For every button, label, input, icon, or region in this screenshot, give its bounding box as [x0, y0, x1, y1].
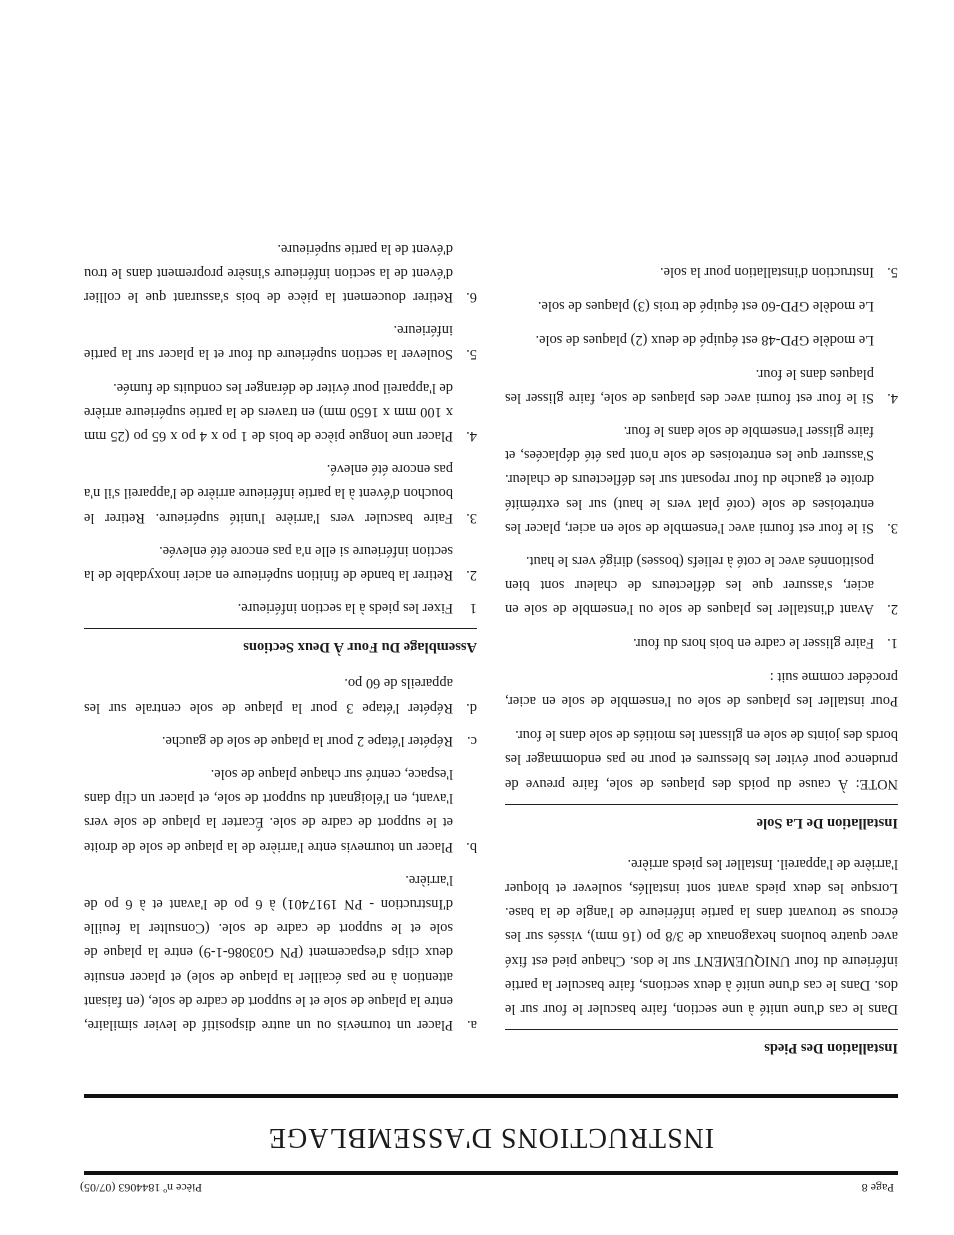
- list-item: [84, 539, 477, 587]
- list-item: [84, 762, 477, 859]
- step-text: Si le four est fourni avec des plaques de sole, faire glisser les plaques dans le four.: [505, 365, 874, 406]
- section-divider: [84, 628, 477, 629]
- page-number: Page 8: [861, 1181, 894, 1195]
- sub-step-text: Placer un tournevis entre l'arrière de la plaque de sole de droite et le support de cadre de sole. Écarter la plaque de sole vers l'avant, en l'éloignant du support de sole, et placer un clip dans l'espace, centré sur chaque plaque de sole.: [84, 765, 453, 855]
- sub-step-text: Répéter l'étape 2 pour la plaque de sole de gauche.: [161, 732, 453, 749]
- page-title: INSTRUCTIONS D'ASSEMBLAGE: [267, 1122, 715, 1153]
- list-item: [84, 375, 477, 448]
- step-number: 5.: [887, 263, 898, 280]
- step-text: Retirer la bande de finition supérieure en acier inoxydable de la section inférieure si elle n'a pas encore été enlevée.: [84, 542, 453, 583]
- list-item: [505, 361, 898, 409]
- step-number: 1: [469, 600, 477, 617]
- step-text: Faire basculer vers l'arrière l'unité supérieure. Retirer le bouchon d'évent à la partie inférieure arrière de l'appareil s'il n'a pas encore été enlevé.: [84, 461, 453, 526]
- pieds-paragraph: Dans le cas d'une unité à une section, faire basculer le four sur le dos. Dans le cas d'une unité à deux sections, faire basculer la partie inférieure du four UNIQUEMENT sur le dos. Chaque pied est fixé avec quatre boulons hexagonaux de 3/8 po (16 mm), vissés sur les écrous se trouvant dans la partie inférieure de l'angle de la base. Lorsque les deux pieds avant sont installés, soulever et bloquer l'arrière de l'appareil. Installer les pieds arrière.: [505, 855, 898, 1017]
- left-column: [505, 251, 898, 1059]
- part-number: Pièce nº 1844063 (07/05): [80, 1181, 203, 1195]
- list-item: [84, 236, 477, 309]
- list-item: [505, 419, 898, 540]
- list-item: [505, 260, 898, 284]
- step-text: Instruction d'installation pour la sole.: [659, 263, 874, 280]
- step-number: 2.: [887, 601, 898, 618]
- section-title-deux-sections: Assemblage Du Four À Deux Sections: [243, 639, 477, 656]
- list-item: [505, 630, 898, 654]
- section-divider: [505, 1029, 898, 1030]
- model-48-note: Le modèle GPD-48 est équipé de deux (2) plaques de sole.: [535, 332, 874, 349]
- sub-step-letter: d.: [466, 699, 477, 716]
- title-rule-bottom: [84, 1094, 898, 1098]
- step-number: 4.: [466, 427, 477, 444]
- right-column: [84, 227, 477, 1059]
- step-text: Placer une longue pièce de bois de 1 po x 4 po x 65 po (25 mm x 100 mm x 1650 mm) en travers de la partie supérieure arrière de l'appareil pour éviter de déranger les conduits de fumée.: [84, 379, 453, 444]
- sole-intro: Pour installer les plaques de sole ou l'ensemble de sole en acier, procéder comme suit :: [505, 668, 898, 709]
- list-item: [84, 457, 477, 530]
- list-item: [84, 729, 477, 753]
- step-text: Retirer doucement la pièce de bois s'assurant que le collier d'évent de la section inférieure s'insère proprement dans le trou d'évent de la partie supérieure.: [84, 240, 453, 305]
- section-divider: [505, 804, 898, 805]
- step-number: 1.: [887, 634, 898, 651]
- sub-step-letter: c.: [467, 732, 477, 749]
- list-item: [84, 671, 477, 719]
- step-number: 4.: [887, 389, 898, 406]
- page-footer: [0, 1175, 954, 1195]
- sub-step-letter: a.: [467, 1017, 477, 1033]
- step-text: Soulever la section supérieure du four et la placer sur la partie inférieure.: [84, 322, 453, 363]
- list-item: [505, 549, 898, 622]
- section-title-pieds: Installation Des Pieds: [764, 1040, 898, 1056]
- step-text: Faire glisser le cadre en bois hors du four.: [633, 634, 874, 651]
- step-number: 6.: [466, 288, 477, 305]
- step-text: Si le four est fourni avec l'ensemble de sole en acier, placer les entretoises de sole (coté plat vers le haut) sur les extrémité droite et gauche du four reposant sur les déflecteurs de chaleur. S'assurer que les entretoises de sole n'ont pas été déplacées, et faire glisser l'ensemble de sole dans le four.: [505, 422, 874, 536]
- section-title-sole: Installation De La Sole: [756, 814, 898, 831]
- step-text: Avant d'installer les plaques de sole ou l'ensemble de sole en acier, s'assurer que les déflecteurs de chaleur sont bien positionnés avec le coté à reliefs (bosses) dirigé vers le haut.: [505, 552, 874, 618]
- list-item: [84, 318, 477, 366]
- step-number: 5.: [466, 346, 477, 363]
- list-item: [84, 596, 477, 620]
- step-number: 3.: [466, 509, 477, 526]
- sub-step-letter: b.: [466, 838, 477, 855]
- model-60-note: Le modèle GPD-60 est équipé de trois (3) plaques de sole.: [537, 298, 874, 315]
- sub-step-text: Répéter l'étape 3 pour la plaque de sole centrale sur les appareils de 60 po.: [84, 675, 453, 716]
- sole-note: NOTE: À cause du poids des plaques de sole, faire preuve de prudence pour éviter les blessures et pour ne pas endommager les bords des joints de sole en glissant les moitiés de sole dans le four.: [505, 727, 898, 792]
- step-text: Fixer les pieds à la section inférieure.: [237, 600, 453, 617]
- sub-step-text: Placer un tournevis ou un autre dispositif de levier similaire, entre la plaque de sole et le support de cadre de sole, (en faisant attention à ne pas écailler la plaque de sole) et placer ensuite deux clips d'espacement (PN G03086-1-9) entre la plaque de sole et le support de cadre de sole. (Consulter la feuille d'Instruction - PN 1917401) à 6 po de l'avant et à 6 po de l'arrière.: [84, 871, 453, 1033]
- list-item: [84, 868, 477, 1037]
- step-number: 3.: [887, 519, 898, 536]
- title-rule-top: [84, 1171, 898, 1175]
- step-number: 2.: [466, 566, 477, 583]
